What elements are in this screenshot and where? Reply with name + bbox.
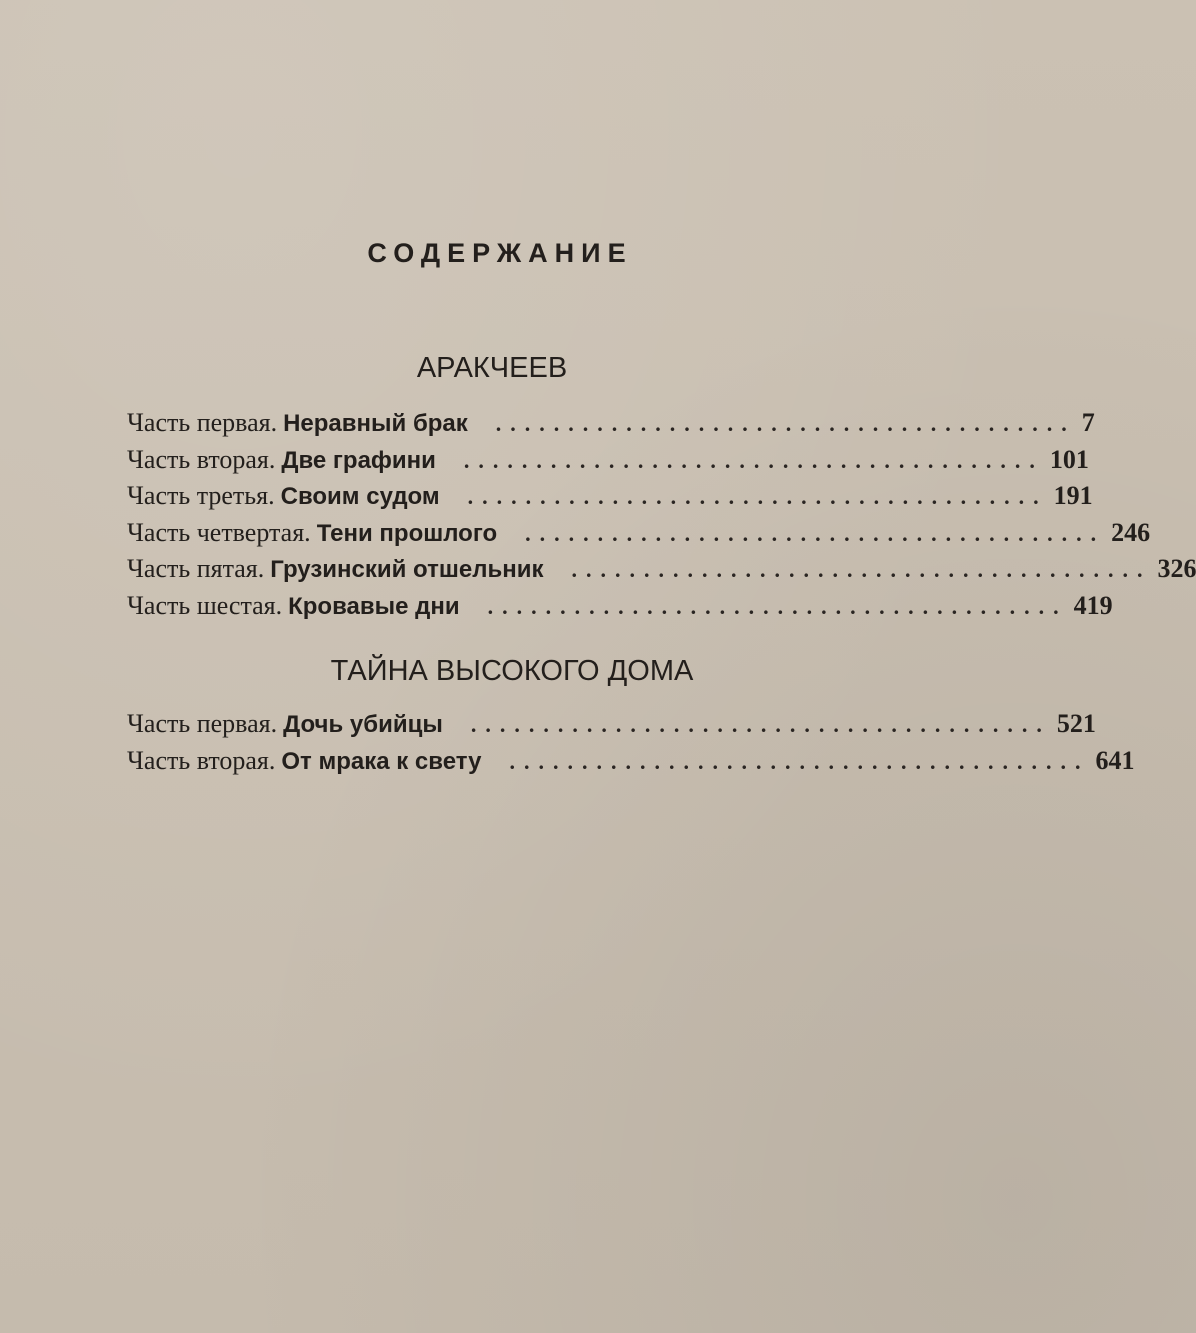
toc-chapter-title: Неравный брак: [283, 410, 468, 437]
toc-part-label: Часть первая.: [127, 709, 278, 738]
toc-chapter-title: Кровавые дни: [288, 592, 460, 620]
section-title-tayna-vysokogo-doma: ТАЙНА ВЫСОКОГО ДОМА: [330, 655, 694, 687]
contents-heading: СОДЕРЖАНИЕ: [367, 238, 633, 268]
toc-chapter-title: Своим судом: [280, 483, 440, 510]
toc-chapter-title: От мрака к свету: [281, 747, 482, 775]
toc-entry: [127, 743, 1135, 780]
toc-entry: [127, 706, 1096, 743]
toc-list-tayna-vysokogo-doma: [127, 706, 1135, 779]
toc-part-label: Часть вторая.: [127, 745, 276, 775]
toc-chapter-title: Дочь убийцы: [283, 711, 443, 738]
toc-page-number: 521: [1056, 709, 1096, 738]
toc-chapter-title: Тени прошлого: [316, 519, 498, 547]
toc-entry: [127, 478, 1093, 515]
toc-entry: [127, 515, 1151, 552]
toc-page-number: 7: [1081, 408, 1095, 437]
toc-entry: [127, 442, 1089, 479]
dot-leader: ........................................: [509, 748, 1090, 774]
toc-part-label: Часть четвертая.: [127, 517, 311, 547]
toc-part-label: Часть шестая.: [127, 590, 283, 620]
toc-entry: [127, 588, 1113, 625]
toc-part-label: Часть вторая.: [127, 444, 276, 474]
toc-entry: [127, 551, 1196, 588]
toc-page-number: 641: [1095, 745, 1135, 775]
toc-page-number: 246: [1111, 517, 1151, 547]
toc-part-label: Часть первая.: [127, 408, 278, 437]
dot-leader: ........................................: [487, 593, 1068, 619]
dot-leader: ........................................: [470, 712, 1051, 737]
dot-leader: ........................................: [571, 557, 1152, 582]
toc-chapter-title: Грузинский отшельник: [270, 556, 544, 583]
toc-part-label: Часть третья.: [127, 481, 275, 510]
dot-leader: ........................................: [525, 520, 1106, 546]
dot-leader: ........................................: [495, 411, 1076, 436]
section-title-arakcheev: АРАКЧЕЕВ: [416, 352, 568, 384]
toc-page-number: 191: [1053, 481, 1093, 510]
toc-chapter-title: Две графини: [281, 446, 436, 474]
toc-page-number: 419: [1073, 590, 1113, 620]
toc-list-arakcheev: [127, 405, 1196, 624]
dot-leader: ........................................: [463, 447, 1044, 473]
toc-page-number: 326: [1157, 554, 1196, 583]
toc-page-number: 101: [1049, 444, 1089, 474]
toc-entry: [127, 405, 1095, 442]
toc-part-label: Часть пятая.: [127, 554, 265, 583]
dot-leader: ........................................: [467, 484, 1048, 509]
